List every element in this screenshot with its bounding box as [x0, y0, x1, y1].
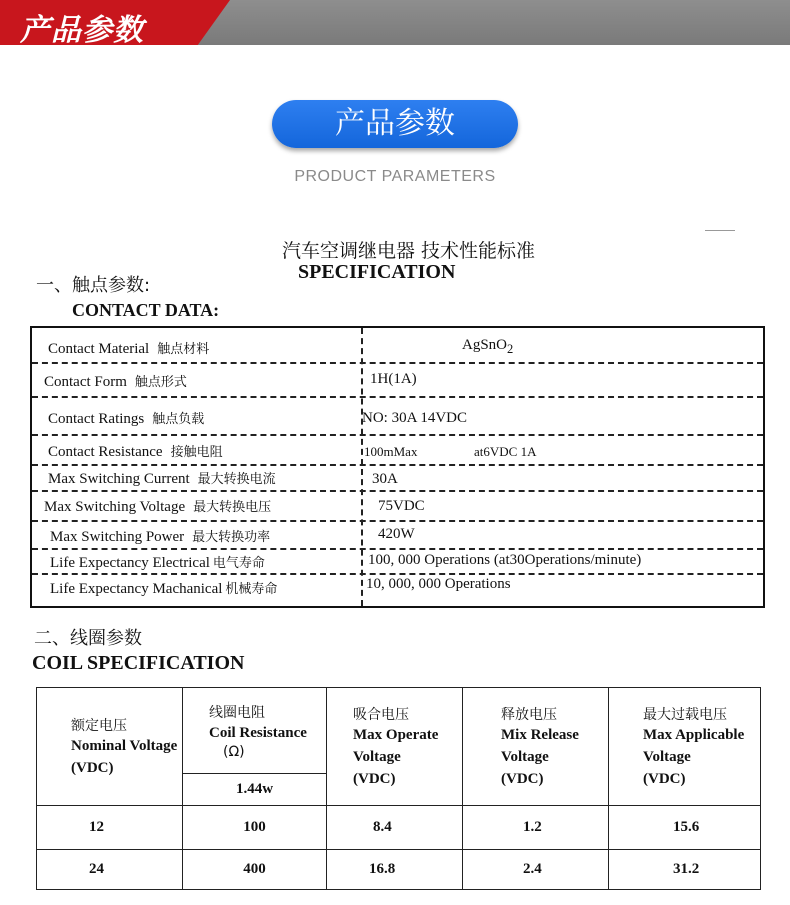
contact-row-value-condition: at6VDC 1A — [474, 444, 537, 459]
header-cn: 额定电压 — [71, 717, 127, 734]
label-cn: 最大转换电流 — [197, 472, 276, 487]
label-cn: 触点材料 — [157, 342, 210, 357]
section-subtitle: PRODUCT PARAMETERS — [294, 168, 496, 185]
contact-row-label — [50, 526, 270, 546]
header-unit: (Ω) — [223, 743, 245, 760]
contact-row-value: 420W — [378, 526, 415, 542]
cell-applicable: 31.2 — [609, 850, 761, 890]
row-divider — [32, 362, 763, 364]
value-subscript: 2 — [507, 342, 514, 356]
header-en: Voltage — [643, 748, 691, 765]
coil-heading-cn: 二、线圈参数 — [34, 628, 142, 649]
header-en: Voltage — [353, 748, 401, 765]
table-row — [37, 806, 761, 850]
contact-row-label — [48, 338, 209, 358]
label-en: Contact Material — [48, 341, 150, 357]
header-nominal-voltage — [37, 688, 183, 806]
header-title: 产品参数 — [20, 13, 144, 48]
row-divider — [32, 464, 763, 466]
header-applicable-voltage — [609, 688, 761, 806]
contact-row-value: 100mMax — [364, 444, 418, 459]
header-operate-voltage — [327, 688, 463, 806]
contact-row-label — [48, 441, 223, 461]
header-cn: 释放电压 — [501, 706, 557, 723]
header-unit: (VDC) — [643, 770, 686, 787]
label-cn: 电气寿命 — [212, 556, 265, 571]
header-unit: (VDC) — [353, 770, 396, 787]
label-en: Contact Ratings — [48, 411, 145, 427]
cell-applicable: 15.6 — [609, 806, 761, 850]
header-en: Nominal Voltage — [71, 737, 178, 754]
label-cn: 接触电阻 — [170, 445, 223, 460]
header-unit: (VDC) — [501, 770, 544, 787]
coil-table — [36, 687, 761, 890]
contact-row-value: NO: 30A 14VDC — [362, 410, 468, 426]
coil-header-row — [37, 688, 761, 774]
header-cn: 线圈电阻 — [209, 704, 265, 721]
header-en: Max Operate — [353, 726, 439, 743]
label-cn: 最大转换功率 — [192, 530, 271, 545]
divider — [705, 230, 735, 231]
label-en: Contact Form — [44, 374, 127, 390]
label-en: Max Switching Current — [48, 471, 190, 487]
contact-row-value: 1H(1A) — [370, 371, 417, 387]
contact-row-label — [48, 468, 276, 488]
label-en: Contact Resistance — [48, 444, 163, 460]
row-divider — [32, 434, 763, 436]
section-pill: 产品参数 — [272, 100, 518, 148]
column-divider — [361, 328, 363, 606]
contact-row-label — [50, 552, 265, 572]
header-en: Coil Resistance — [209, 724, 307, 741]
label-cn: 触点负载 — [152, 412, 205, 427]
header-unit: (VDC) — [71, 759, 114, 776]
contact-row-value: 100, 000 Operations (at30Operations/minute) — [368, 552, 642, 568]
header-en: Voltage — [501, 748, 549, 765]
cell-release: 2.4 — [463, 850, 609, 890]
header-en: Max Applicable — [643, 726, 745, 743]
cell-operate: 8.4 — [327, 806, 463, 850]
contact-row-label — [48, 408, 204, 428]
document-title-cn: 汽车空调继电器 技术性能标准 — [282, 240, 536, 262]
table-row — [37, 850, 761, 890]
label-en: Life Expectancy Machanical — [50, 581, 223, 597]
contact-row-label — [44, 496, 271, 516]
header-coil-resistance — [183, 688, 327, 774]
contact-table — [30, 326, 765, 608]
header-release-voltage — [463, 688, 609, 806]
value-text: AgSnO — [462, 337, 508, 353]
row-divider — [32, 548, 763, 550]
contact-heading-en: CONTACT DATA: — [72, 300, 220, 320]
label-en: Life Expectancy Electrical — [50, 555, 210, 571]
contact-row-value: 75VDC — [378, 498, 425, 514]
cell-release: 1.2 — [463, 806, 609, 850]
document-title-en: SPECIFICATION — [298, 261, 456, 283]
contact-row-label — [50, 578, 277, 598]
row-divider — [32, 396, 763, 398]
header-cn: 吸合电压 — [353, 706, 409, 723]
cell-operate: 16.8 — [327, 850, 463, 890]
label-cn: 最大转换电压 — [193, 500, 272, 515]
cell-nominal: 24 — [37, 850, 183, 890]
label-cn: 触点形式 — [134, 375, 187, 390]
row-divider — [32, 490, 763, 492]
label-en: Max Switching Power — [50, 529, 185, 545]
contact-row-value — [462, 337, 513, 357]
header-cn: 最大过载电压 — [643, 706, 727, 723]
contact-heading-cn: 一、触点参数: — [36, 275, 151, 296]
contact-row-label — [44, 371, 187, 391]
cell-resistance: 400 — [183, 850, 327, 890]
coil-heading-en: COIL SPECIFICATION — [32, 652, 245, 674]
cell-nominal: 12 — [37, 806, 183, 850]
label-en: Max Switching Voltage — [44, 499, 186, 515]
contact-row-value: 10, 000, 000 Operations — [366, 576, 511, 592]
cell-resistance: 100 — [183, 806, 327, 850]
row-divider — [32, 573, 763, 575]
label-cn: 机械寿命 — [225, 582, 278, 597]
contact-row-value: 30A — [372, 471, 398, 487]
header-en: Mix Release — [501, 726, 579, 743]
row-divider — [32, 520, 763, 522]
header-resistance-power: 1.44w — [183, 774, 327, 806]
